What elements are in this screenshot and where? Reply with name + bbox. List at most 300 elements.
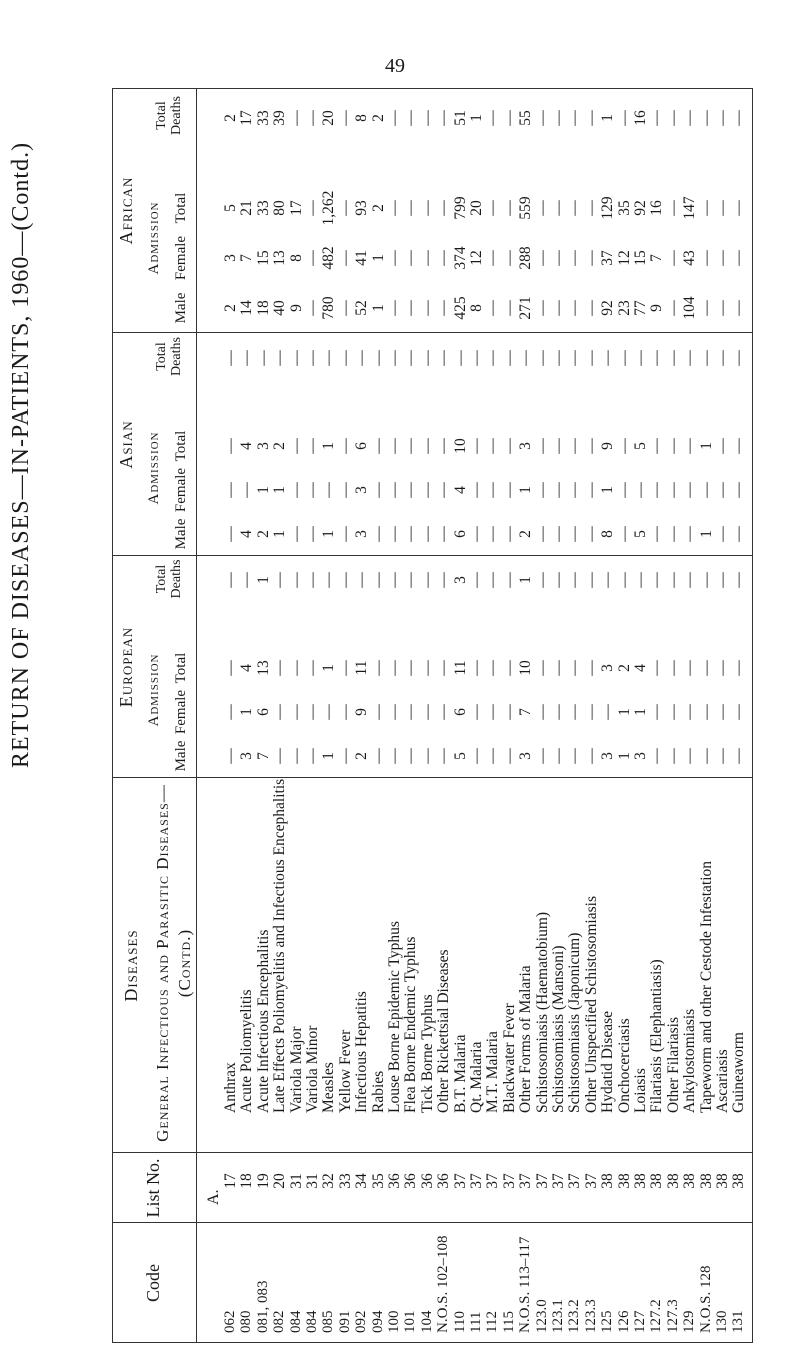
row-disease-name: Other Unspecified Schistosomiasis bbox=[582, 896, 600, 1113]
asi-cell: 1 bbox=[697, 530, 715, 538]
afr-cell: — bbox=[697, 200, 715, 216]
header-bottom-rule bbox=[196, 88, 197, 1343]
row-list-no: 19 bbox=[254, 1173, 272, 1189]
eur-cell: — bbox=[304, 660, 321, 676]
asi-cell: — bbox=[369, 350, 387, 366]
afr-cell: 41 bbox=[353, 250, 371, 266]
afr-cell: — bbox=[287, 110, 305, 126]
eur-cell: — bbox=[320, 572, 338, 588]
row-code: 127.3 bbox=[664, 1299, 681, 1333]
asi-cell: — bbox=[386, 482, 403, 498]
eur-cell: — bbox=[484, 660, 502, 676]
afr-cell: — bbox=[500, 250, 518, 266]
row-list-no: 20 bbox=[271, 1173, 289, 1189]
row-list-no: 37 bbox=[582, 1173, 600, 1189]
afr-cell: 43 bbox=[681, 250, 699, 266]
eur-cell: — bbox=[369, 660, 387, 676]
asi-cell: — bbox=[714, 438, 731, 454]
asi-cell: — bbox=[615, 526, 633, 542]
eur-cell: 13 bbox=[254, 660, 272, 676]
afr-cell: — bbox=[386, 250, 403, 266]
afr-cell: 51 bbox=[451, 110, 469, 126]
asi-cell: — bbox=[714, 526, 731, 542]
afr-cell: — bbox=[582, 300, 600, 316]
row-disease-name: Tick Borne Typhus bbox=[418, 994, 436, 1113]
eur-cell: — bbox=[386, 572, 403, 588]
eur-cell: — bbox=[435, 660, 453, 676]
afr-cell: — bbox=[386, 200, 403, 216]
eur-cell: — bbox=[566, 704, 584, 720]
afr-cell: 33 bbox=[254, 110, 272, 126]
row-code: 082 bbox=[271, 1310, 288, 1333]
afr-cell: — bbox=[336, 110, 354, 126]
row-disease-name: Infectious Hepatitis bbox=[353, 991, 371, 1113]
african-total-header: Total bbox=[172, 192, 189, 224]
afr-cell: 35 bbox=[615, 200, 633, 216]
asi-cell: 2 bbox=[254, 530, 272, 538]
afr-cell: — bbox=[714, 300, 731, 316]
row-code: 101 bbox=[402, 1310, 419, 1333]
row-disease-name: Variola Major bbox=[287, 1026, 305, 1113]
afr-cell: 37 bbox=[599, 250, 617, 266]
eur-cell: — bbox=[533, 572, 551, 588]
asian-header: Asian bbox=[116, 420, 137, 469]
asi-cell: — bbox=[271, 350, 289, 366]
afr-cell: — bbox=[500, 200, 518, 216]
afr-cell: — bbox=[336, 200, 354, 216]
asi-cell: — bbox=[418, 482, 436, 498]
afr-cell: 92 bbox=[632, 200, 649, 216]
eur-cell: — bbox=[648, 660, 666, 676]
afr-cell: — bbox=[386, 300, 403, 316]
eur-cell: — bbox=[304, 748, 321, 764]
afr-cell: 18 bbox=[254, 300, 272, 316]
row-list-no: 35 bbox=[369, 1173, 387, 1189]
afr-cell: — bbox=[435, 200, 453, 216]
asi-cell: — bbox=[714, 350, 731, 366]
eur-cell: — bbox=[369, 572, 387, 588]
row-list-no: 32 bbox=[320, 1173, 338, 1189]
eur-cell: — bbox=[435, 704, 453, 720]
eur-cell: — bbox=[566, 572, 584, 588]
asi-cell: — bbox=[484, 438, 502, 454]
list-no-header: List No. bbox=[143, 1158, 164, 1218]
asi-cell: — bbox=[500, 526, 518, 542]
african-male-header: Male bbox=[172, 292, 189, 324]
afr-cell: 482 bbox=[320, 246, 338, 270]
asi-cell: — bbox=[484, 350, 502, 366]
eur-cell: — bbox=[222, 572, 239, 588]
eur-cell: — bbox=[320, 704, 338, 720]
afr-cell: 1 bbox=[369, 254, 387, 262]
eur-cell: — bbox=[336, 660, 354, 676]
row-disease-name: Acute Infectious Encephalitis bbox=[254, 929, 272, 1113]
row-list-no: 37 bbox=[566, 1173, 584, 1189]
asi-cell: — bbox=[697, 482, 715, 498]
asi-cell: — bbox=[418, 350, 436, 366]
row-list-no: 37 bbox=[517, 1173, 535, 1189]
row-code: 129 bbox=[681, 1310, 698, 1333]
eur-cell: — bbox=[435, 748, 453, 764]
asi-cell: — bbox=[730, 438, 748, 454]
row-disease-name: Other Rickettsial Diseases bbox=[435, 949, 453, 1113]
afr-cell: 799 bbox=[451, 196, 469, 220]
asi-cell: 1 bbox=[320, 442, 338, 450]
eur-cell: 5 bbox=[451, 752, 469, 760]
afr-cell: — bbox=[418, 300, 436, 316]
eur-cell: — bbox=[714, 660, 731, 676]
european-total-header: Total bbox=[172, 652, 189, 684]
asi-cell: — bbox=[238, 482, 256, 498]
afr-cell: — bbox=[500, 110, 518, 126]
row-disease-name: Schistosomiasis (Haematobium) bbox=[533, 911, 551, 1113]
asi-cell: — bbox=[500, 438, 518, 454]
african-header: African bbox=[116, 176, 137, 245]
row-code: 126 bbox=[615, 1310, 632, 1333]
afr-cell: 288 bbox=[517, 246, 535, 270]
row-disease-name: M.T. Malaria bbox=[484, 1031, 502, 1113]
eur-cell: — bbox=[304, 572, 321, 588]
eur-cell: 4 bbox=[238, 664, 256, 672]
asi-cell: — bbox=[582, 350, 600, 366]
eur-cell: — bbox=[500, 748, 518, 764]
eur-cell: — bbox=[402, 748, 420, 764]
row-disease-name: Flea Borne Endemic Typhus bbox=[402, 936, 420, 1113]
european-header: European bbox=[116, 626, 137, 708]
row-disease-name: Late Effects Poliomyelitis and Infectious Encephalitis bbox=[271, 778, 289, 1113]
afr-cell: — bbox=[418, 250, 436, 266]
asi-cell: — bbox=[222, 438, 239, 454]
eur-cell: — bbox=[730, 704, 748, 720]
eur-cell: 11 bbox=[451, 660, 469, 676]
eur-cell: — bbox=[402, 660, 420, 676]
row-disease-name: Louse Borne Epidemic Typhus bbox=[386, 921, 403, 1113]
asi-cell: — bbox=[533, 526, 551, 542]
african-admission-header: Admission bbox=[145, 201, 162, 275]
asi-cell: — bbox=[222, 482, 239, 498]
row-list-no: 37 bbox=[533, 1173, 551, 1189]
eur-cell: — bbox=[533, 748, 551, 764]
row-code: 084 bbox=[287, 1310, 304, 1333]
asi-cell: — bbox=[500, 350, 518, 366]
row-disease-name: Variola Minor bbox=[304, 1025, 321, 1113]
row-disease-name: Measles bbox=[320, 1062, 338, 1113]
eur-cell: — bbox=[681, 704, 699, 720]
eur-cell: — bbox=[271, 572, 289, 588]
row-disease-name: Ankylostomiasis bbox=[681, 1008, 699, 1113]
asi-cell: — bbox=[468, 350, 485, 366]
afr-cell: 8 bbox=[287, 254, 305, 262]
row-disease-name: Loiasis bbox=[632, 1068, 649, 1113]
afr-cell: 17 bbox=[238, 110, 256, 126]
row-list-no: 38 bbox=[632, 1173, 649, 1189]
afr-cell: 2 bbox=[222, 304, 239, 312]
asi-cell: 4 bbox=[238, 530, 256, 538]
afr-cell: — bbox=[730, 110, 748, 126]
asi-cell: — bbox=[517, 350, 535, 366]
eur-cell: — bbox=[500, 704, 518, 720]
eur-cell: 3 bbox=[238, 752, 256, 760]
asi-cell: — bbox=[550, 438, 567, 454]
asi-cell: — bbox=[336, 526, 354, 542]
row-list-no: 36 bbox=[418, 1173, 436, 1189]
code-header: Code bbox=[143, 1264, 164, 1302]
row-disease-name: Schistosomiasis (Japonicum) bbox=[566, 932, 584, 1113]
row-list-no: 37 bbox=[451, 1173, 469, 1189]
eur-cell: — bbox=[730, 660, 748, 676]
asi-cell: — bbox=[566, 526, 584, 542]
asi-cell: — bbox=[336, 438, 354, 454]
asi-cell: — bbox=[484, 482, 502, 498]
afr-cell: 1 bbox=[369, 304, 387, 312]
afr-cell: 2 bbox=[369, 114, 387, 122]
afr-cell: 14 bbox=[238, 300, 256, 316]
afr-cell: — bbox=[582, 250, 600, 266]
row-disease-name: Other Filariasis bbox=[664, 1017, 682, 1113]
afr-cell: — bbox=[484, 200, 502, 216]
afr-cell: 80 bbox=[271, 200, 289, 216]
afr-cell: 129 bbox=[599, 196, 617, 220]
afr-cell: 16 bbox=[632, 110, 649, 126]
row-disease-name: Blackwater Fever bbox=[500, 1003, 518, 1113]
asi-cell: — bbox=[697, 350, 715, 366]
asian-admission-header: Admission bbox=[145, 431, 162, 505]
eur-cell: — bbox=[287, 748, 305, 764]
eur-cell: — bbox=[533, 704, 551, 720]
eur-cell: 7 bbox=[517, 708, 535, 716]
eur-cell: — bbox=[468, 704, 485, 720]
asi-cell: — bbox=[582, 482, 600, 498]
asi-cell: — bbox=[681, 350, 699, 366]
asi-cell: — bbox=[681, 438, 699, 454]
asi-cell: — bbox=[435, 482, 453, 498]
eur-cell: 1 bbox=[320, 752, 338, 760]
asi-cell: — bbox=[468, 526, 485, 542]
asi-cell: — bbox=[320, 350, 338, 366]
asi-cell: — bbox=[648, 438, 666, 454]
asi-cell: — bbox=[353, 350, 371, 366]
afr-cell: — bbox=[533, 200, 551, 216]
row-disease-name: Yellow Fever bbox=[336, 1029, 354, 1113]
afr-cell: 92 bbox=[599, 300, 617, 316]
asi-cell: — bbox=[386, 526, 403, 542]
afr-cell: 16 bbox=[648, 200, 666, 216]
asi-cell: 2 bbox=[517, 530, 535, 538]
afr-cell: — bbox=[714, 110, 731, 126]
eur-cell: — bbox=[435, 572, 453, 588]
eur-cell: 9 bbox=[353, 708, 371, 716]
eur-cell: 1 bbox=[517, 576, 535, 584]
row-code: 104 bbox=[418, 1310, 435, 1333]
row-code: 081, 083 bbox=[254, 1280, 271, 1333]
asi-cell: — bbox=[550, 482, 567, 498]
row-list-no: 33 bbox=[336, 1173, 354, 1189]
afr-cell: 15 bbox=[254, 250, 272, 266]
asi-cell: — bbox=[304, 526, 321, 542]
asi-cell: — bbox=[730, 350, 748, 366]
afr-cell: — bbox=[418, 110, 436, 126]
asi-cell: — bbox=[550, 350, 567, 366]
row-code: 084 bbox=[304, 1310, 320, 1333]
afr-cell: — bbox=[304, 110, 321, 126]
afr-cell: — bbox=[533, 110, 551, 126]
afr-cell: 13 bbox=[271, 250, 289, 266]
asian-total-header: Total bbox=[172, 430, 189, 462]
afr-cell: — bbox=[484, 110, 502, 126]
asi-cell: 9 bbox=[599, 442, 617, 450]
eur-cell: — bbox=[484, 748, 502, 764]
asi-cell: 6 bbox=[451, 530, 469, 538]
eur-cell: — bbox=[566, 748, 584, 764]
asi-cell: — bbox=[336, 350, 354, 366]
eur-cell: — bbox=[664, 660, 682, 676]
afr-cell: — bbox=[402, 300, 420, 316]
asi-cell: — bbox=[435, 350, 453, 366]
asi-cell: 3 bbox=[254, 442, 272, 450]
afr-cell: 33 bbox=[254, 200, 272, 216]
eur-cell: — bbox=[304, 704, 321, 720]
row-disease-name: Rabies bbox=[369, 1070, 387, 1113]
afr-cell: 780 bbox=[320, 296, 338, 320]
eur-cell: 3 bbox=[599, 664, 617, 672]
eur-cell: 6 bbox=[451, 708, 469, 716]
afr-cell: — bbox=[336, 300, 354, 316]
european-admission-header: Admission bbox=[145, 653, 162, 727]
asi-cell: 1 bbox=[271, 486, 289, 494]
afr-cell: — bbox=[566, 200, 584, 216]
afr-cell: — bbox=[304, 250, 321, 266]
row-disease-name: Acute Poliomyelitis bbox=[238, 989, 256, 1113]
row-disease-name: Anthrax bbox=[222, 1062, 239, 1113]
afr-cell: 2 bbox=[222, 114, 239, 122]
eur-cell: — bbox=[550, 748, 567, 764]
eur-cell: — bbox=[271, 704, 289, 720]
eur-cell: — bbox=[418, 572, 436, 588]
asi-cell: 3 bbox=[353, 530, 371, 538]
asi-cell: — bbox=[304, 350, 321, 366]
eur-cell: 6 bbox=[254, 708, 272, 716]
asi-cell: — bbox=[566, 350, 584, 366]
afr-cell: — bbox=[730, 300, 748, 316]
asi-cell: — bbox=[369, 526, 387, 542]
eur-cell: — bbox=[550, 572, 567, 588]
eur-cell: — bbox=[500, 660, 518, 676]
afr-cell: — bbox=[681, 110, 699, 126]
row-list-no: 37 bbox=[500, 1173, 518, 1189]
afr-cell: 559 bbox=[517, 196, 535, 220]
afr-cell: 12 bbox=[468, 250, 485, 266]
eur-cell: — bbox=[632, 572, 649, 588]
afr-cell: 21 bbox=[238, 200, 256, 216]
asi-cell: — bbox=[533, 482, 551, 498]
eur-cell: 1 bbox=[615, 752, 633, 760]
asi-cell: 1 bbox=[517, 486, 535, 494]
asi-cell: — bbox=[402, 350, 420, 366]
asi-cell: — bbox=[287, 350, 305, 366]
row-list-no: 38 bbox=[681, 1173, 699, 1189]
running-title: RETURN OF DISEASES—IN-PATIENTS, 1960—(Contd.) bbox=[8, 141, 34, 769]
european-male-header: Male bbox=[172, 740, 189, 772]
afr-cell: — bbox=[304, 300, 321, 316]
eur-cell: 4 bbox=[632, 664, 649, 672]
row-disease-name: Hydatid Disease bbox=[599, 1010, 617, 1113]
afr-cell: 55 bbox=[517, 110, 535, 126]
asi-cell: 3 bbox=[353, 486, 371, 494]
row-code: 123.0 bbox=[533, 1299, 550, 1333]
afr-cell: — bbox=[435, 250, 453, 266]
afr-cell: — bbox=[697, 300, 715, 316]
section-letter: A. bbox=[205, 1189, 222, 1205]
asi-cell: — bbox=[254, 350, 272, 366]
eur-cell: — bbox=[714, 748, 731, 764]
row-code: N.O.S. 102–108 bbox=[435, 1235, 452, 1333]
asi-cell: — bbox=[287, 482, 305, 498]
eur-cell: — bbox=[664, 748, 682, 764]
eur-cell: — bbox=[238, 572, 256, 588]
asi-cell: — bbox=[582, 526, 600, 542]
eur-cell: — bbox=[714, 572, 731, 588]
afr-cell: — bbox=[582, 200, 600, 216]
afr-cell: 8 bbox=[353, 114, 371, 122]
afr-cell: 1,262 bbox=[320, 190, 338, 226]
afr-cell: — bbox=[550, 250, 567, 266]
eur-cell: — bbox=[369, 704, 387, 720]
asi-cell: — bbox=[386, 438, 403, 454]
afr-cell: 1 bbox=[599, 114, 617, 122]
asi-cell: 1 bbox=[320, 530, 338, 538]
asi-cell: — bbox=[664, 438, 682, 454]
asi-cell: — bbox=[468, 438, 485, 454]
row-disease-name: Guineaworm bbox=[730, 1032, 748, 1113]
afr-cell: 12 bbox=[615, 250, 633, 266]
table-bottom-rule bbox=[752, 88, 753, 1343]
afr-cell: 40 bbox=[271, 300, 289, 316]
afr-cell: — bbox=[730, 250, 748, 266]
row-code: 123.2 bbox=[566, 1299, 583, 1333]
european-deaths-header: Total Deaths bbox=[153, 559, 184, 599]
asi-cell: — bbox=[730, 526, 748, 542]
eur-cell: — bbox=[714, 704, 731, 720]
row-list-no: 18 bbox=[238, 1173, 256, 1189]
afr-cell: 9 bbox=[287, 304, 305, 312]
eur-cell: — bbox=[468, 748, 485, 764]
row-code: 062 bbox=[222, 1310, 238, 1333]
eur-cell: — bbox=[697, 704, 715, 720]
asi-cell: — bbox=[566, 438, 584, 454]
asi-cell: 1 bbox=[271, 530, 289, 538]
afr-cell: 104 bbox=[681, 296, 699, 320]
eur-cell: — bbox=[484, 704, 502, 720]
row-disease-name: Ascariasis bbox=[714, 1049, 731, 1113]
eur-cell: — bbox=[681, 572, 699, 588]
asi-cell: — bbox=[664, 482, 682, 498]
asi-cell: 5 bbox=[632, 530, 649, 538]
asi-cell: — bbox=[238, 350, 256, 366]
afr-cell: 20 bbox=[320, 110, 338, 126]
eur-cell: — bbox=[582, 572, 600, 588]
page-number: 49 bbox=[385, 55, 405, 77]
afr-cell: — bbox=[566, 300, 584, 316]
asi-cell: 6 bbox=[353, 442, 371, 450]
row-code: 130 bbox=[714, 1310, 730, 1333]
row-code: N.O.S. 113–117 bbox=[517, 1236, 534, 1333]
eur-cell: 1 bbox=[320, 664, 338, 672]
asi-cell: — bbox=[582, 438, 600, 454]
afr-cell: 7 bbox=[238, 254, 256, 262]
row-list-no: 38 bbox=[714, 1173, 731, 1189]
eur-cell: — bbox=[615, 572, 633, 588]
asi-cell: — bbox=[369, 482, 387, 498]
